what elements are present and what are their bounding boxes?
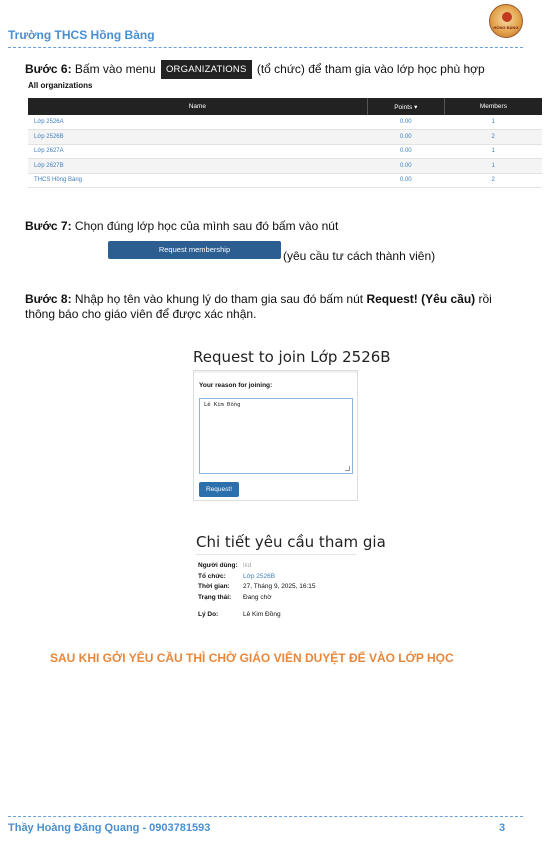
- step8-paragraph: [25, 292, 530, 322]
- org-members-link[interactable]: 2: [444, 173, 542, 188]
- organizations-menu-badge: ORGANIZATIONS: [161, 60, 252, 79]
- request-submit-button[interactable]: Request!: [199, 482, 239, 497]
- step8-line2: thông báo cho giáo viên để được xác nhận.: [25, 307, 257, 321]
- table-row: [28, 173, 542, 188]
- table-row: [28, 115, 542, 130]
- waiting-approval-notice: SAU KHI GỞI YÊU CẦU THÌ CHỜ GIÁO VIÊN DUYỆT ĐỂ VÀO LỚP HỌC: [50, 651, 454, 665]
- step8-label: Bước 8:: [25, 292, 72, 306]
- org-points: 0.00: [367, 115, 444, 130]
- detail-reason-label: Lý Do:: [198, 611, 219, 618]
- step6-text-after: (tổ chức) để tham gia vào lớp học phù hợp: [253, 62, 485, 76]
- detail-org-label: Tổ chức:: [198, 573, 226, 580]
- details-title: Chi tiết yêu cầu tham gia: [196, 533, 386, 551]
- detail-org-link[interactable]: Lớp 2526B: [243, 573, 276, 580]
- form-top-border: [194, 371, 357, 373]
- table-header-row: [28, 98, 542, 115]
- org-name-link[interactable]: Lớp 2627B: [28, 159, 367, 174]
- organizations-table: [28, 98, 542, 188]
- footer-author: Thầy Hoàng Đăng Quang - 0903781593: [8, 822, 211, 834]
- resize-handle-icon[interactable]: [345, 466, 350, 471]
- request-form: [193, 370, 358, 501]
- column-header-name[interactable]: Name: [28, 98, 367, 115]
- column-header-points[interactable]: Points ▾: [367, 98, 444, 115]
- step7-text: Chọn đúng lớp học của mình sau đó bấm vào nút: [71, 219, 339, 233]
- request-form-title: Request to join Lớp 2526B: [193, 348, 391, 366]
- org-members-link[interactable]: 1: [444, 115, 542, 130]
- reason-textarea[interactable]: [199, 398, 353, 474]
- org-name-link[interactable]: THCS Hồng Bàng: [28, 173, 367, 188]
- reason-value: Lê Kim Đồng: [204, 402, 241, 408]
- school-logo: [489, 4, 523, 38]
- step6-label: Bước 6:: [25, 62, 72, 76]
- org-points: 0.00: [367, 130, 444, 145]
- org-members-link[interactable]: 1: [444, 159, 542, 174]
- page-number: 3: [499, 822, 506, 834]
- org-members-link[interactable]: 1: [444, 144, 542, 159]
- step7-label: Bước 7:: [25, 219, 72, 233]
- org-points: 0.00: [367, 159, 444, 174]
- step6-text-before: Bấm vào menu: [71, 62, 159, 76]
- org-name-link[interactable]: Lớp 2526A: [28, 115, 367, 130]
- org-name-link[interactable]: Lớp 2627A: [28, 144, 367, 159]
- step8-bold: Request! (Yêu cầu): [366, 292, 476, 306]
- org-name-link[interactable]: Lớp 2526B: [28, 130, 367, 145]
- reason-label: Your reason for joining:: [199, 382, 273, 389]
- detail-user-label: Người dùng:: [198, 562, 238, 569]
- table-row: [28, 159, 542, 174]
- table-row: [28, 130, 542, 145]
- org-members-link[interactable]: 2: [444, 130, 542, 145]
- request-membership-button[interactable]: Request membership: [108, 241, 281, 259]
- detail-time-value: 27, Tháng 9, 2025, 16:15: [243, 583, 316, 590]
- details-divider: [196, 554, 356, 555]
- logo-emblem-icon: [502, 12, 512, 22]
- step7-paragraph: [25, 219, 338, 234]
- table-row: [28, 144, 542, 159]
- request-membership-note: (yêu cầu tư cách thành viên): [283, 249, 436, 263]
- logo-text: HỒNG BÀNG: [493, 25, 519, 30]
- organizations-title: All organizations: [28, 81, 93, 90]
- detail-time-label: Thời gian:: [198, 583, 230, 590]
- step8-text1: Nhập họ tên vào khung lý do tham gia sau đó bấm nút: [71, 292, 367, 306]
- detail-user-value[interactable]: lkd: [243, 562, 252, 569]
- detail-status-label: Trạng thái:: [198, 594, 232, 601]
- org-points: 0.00: [367, 173, 444, 188]
- detail-reason-value: Lê Kim Đồng: [243, 611, 281, 618]
- column-header-members[interactable]: Members: [444, 98, 542, 115]
- footer-divider: [8, 816, 523, 817]
- detail-status-value: Đang chờ: [243, 594, 272, 601]
- step8-text2: rồi: [475, 292, 492, 306]
- step6-paragraph: [25, 60, 485, 79]
- org-points: 0.00: [367, 144, 444, 159]
- header-divider: [8, 47, 523, 48]
- school-name: Trường THCS Hồng Bàng: [8, 28, 155, 42]
